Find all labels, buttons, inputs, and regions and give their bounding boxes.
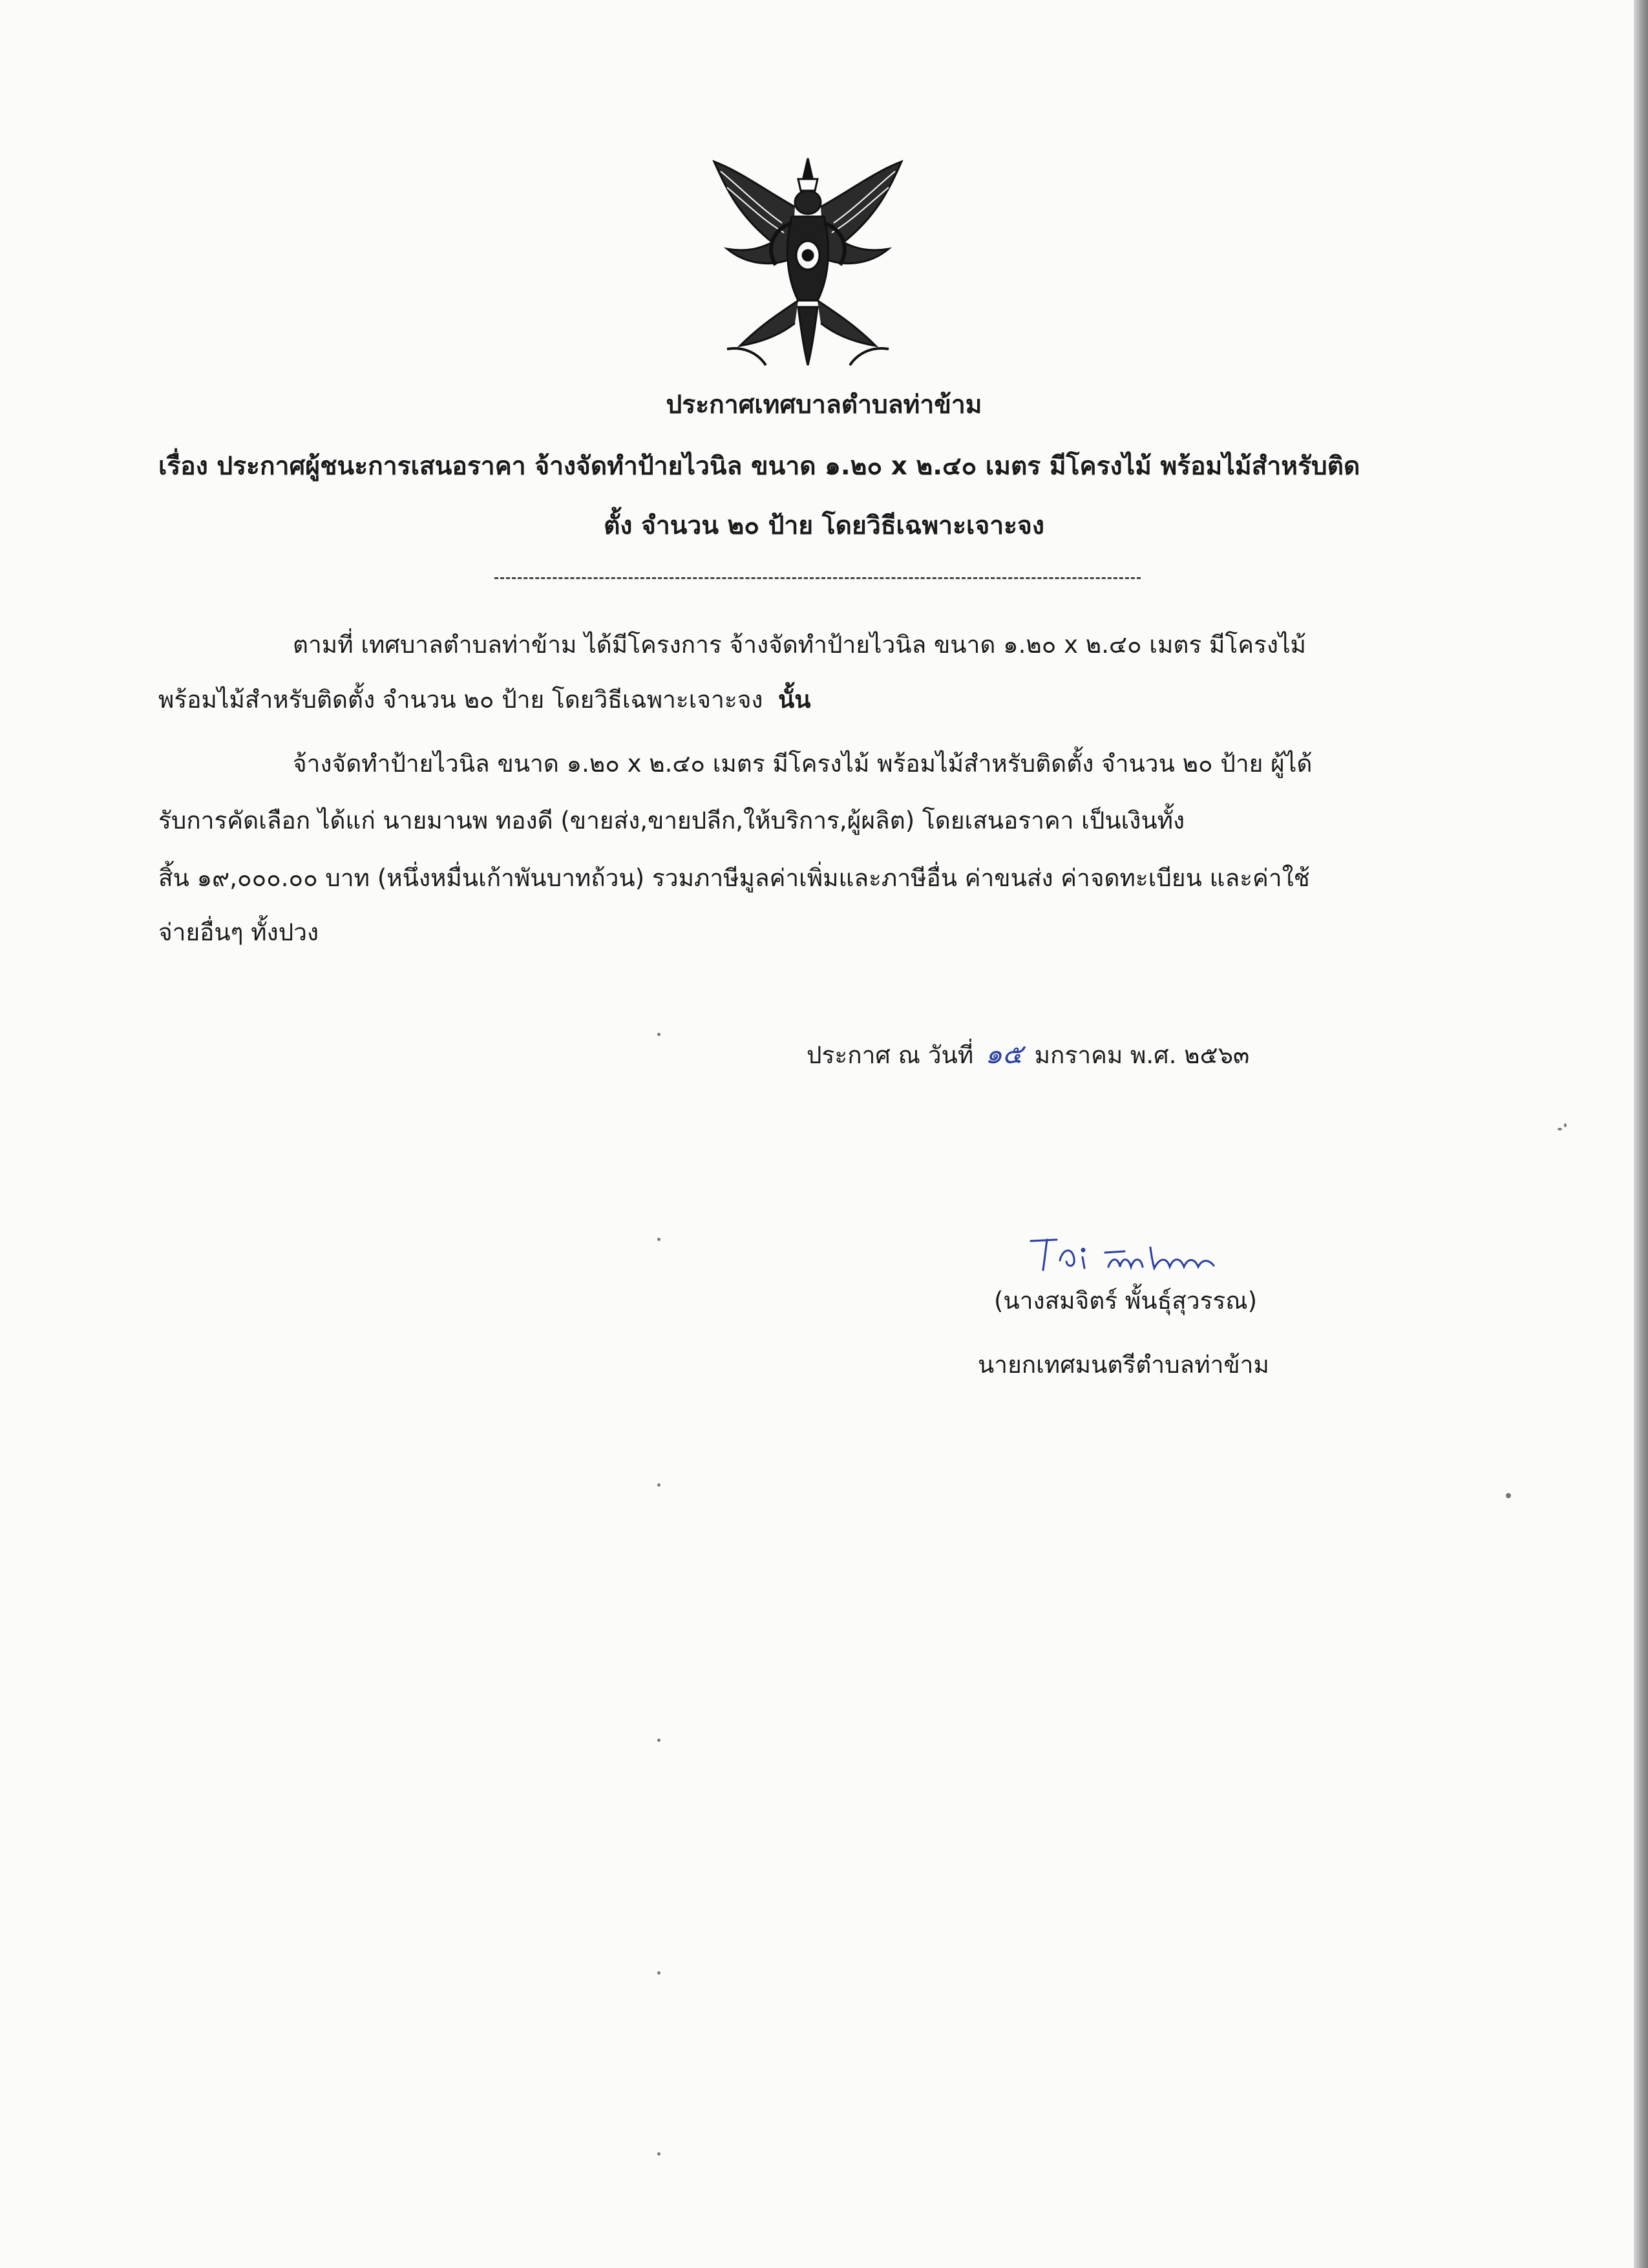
signer-name: (นางสมจิตร์ พั้นธุ์สุวรรณ) [994,1287,1258,1315]
scan-speck [1506,1493,1511,1498]
announcement-date [807,1033,1249,1076]
subject-line-2: ตั้ง จำนวน ๒๐ ป้าย โดยวิธีเฉพาะเจาะจง [604,511,1044,540]
paragraph-1-text: พร้อมไม้สำหรับติดตั้ง จำนวน ๒๐ ป้าย โดยวิธีเฉพาะเจาะจง [158,686,763,714]
paragraph-2-line-4: จ่ายอื่นๆ ทั้งปวง [158,918,319,946]
scan-speck [657,1033,660,1036]
scan-speck [657,2152,660,2156]
paragraph-2-line-3: สิ้น ๑๙,๐๐๐.๐๐ บาท (หนึ่งหมื่นเก้าพันบาทถ้วน) รวมภาษีมูลค่าเพิ่มและภาษีอื่น ค่าขนส่ง ค่าจดทะเบียน และค่าใช้ [158,864,1310,892]
paragraph-1-line-1: ตามที่ เทศบาลตำบลท่าข้าม ได้มีโครงการ จ้างจัดทำป้ายไวนิล ขนาด ๑.๒๐ x ๒.๔๐ เมตร มีโครงไม้ [293,631,1306,659]
paragraph-2-line-2: รับการคัดเลือก ได้แก่ นายมานพ ทองดี (ขายส่ง,ขายปลีก,ให้บริการ,ผู้ผลิต) โดยเสนอราคา เป็นเงินทั้ง [158,807,1185,834]
announcement-title: ประกาศเทศบาลตำบลท่าข้าม [666,390,982,419]
subject-line-1: เรื่อง ประกาศผู้ชนะการเสนอราคา จ้างจัดทำป้ายไวนิล ขนาด ๑.๒๐ x ๒.๔๐ เมตร มีโครงไม้ พร้อมไม้สำหรับติด [158,452,1360,481]
signer-position: นายกเทศมนตรีตำบลท่าข้าม [978,1351,1269,1379]
scan-speck [657,1971,660,1975]
paragraph-1-line-2 [158,681,811,719]
scan-speck [657,1238,660,1241]
scan-edge [1634,0,1648,2268]
date-prefix: ประกาศ ณ วันที่ [807,1041,974,1069]
handwritten-signature [1028,1222,1247,1286]
paragraph-1-end: นั้น [778,686,811,714]
date-suffix: มกราคม พ.ศ. ๒๕๖๓ [1034,1041,1250,1069]
scan-speck [657,1483,660,1487]
garuda-emblem-icon [701,152,914,372]
paragraph-2-line-1: จ้างจัดทำป้ายไวนิล ขนาด ๑.๒๐ x ๒.๔๐ เมตร มีโครงไม้ พร้อมไม้สำหรับติดตั้ง จำนวน ๒๐ ป้าย ผู้ได้ [293,750,1313,778]
dashed-divider [494,577,1141,579]
date-day-handwritten: ๑๕ [985,1038,1023,1070]
scan-speck [1558,1128,1562,1130]
scan-speck [657,1739,660,1742]
scan-speck [1564,1123,1567,1127]
